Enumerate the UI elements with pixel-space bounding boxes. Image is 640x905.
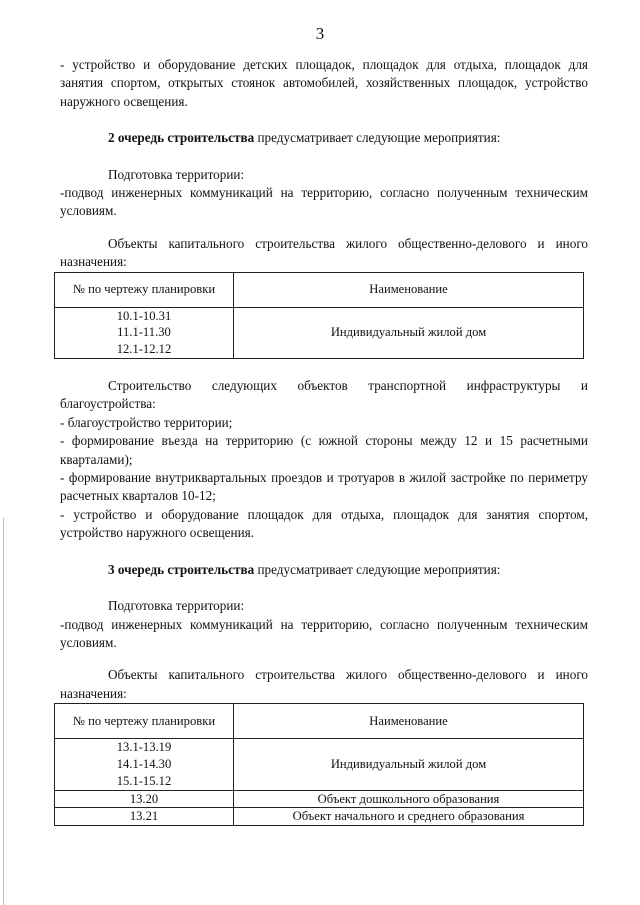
plan-number: 15.1-15.12	[116, 773, 172, 788]
transport-list-item: - благоустройство территории;	[60, 414, 233, 430]
table-cell-numbers	[55, 739, 234, 790]
table-row	[55, 739, 584, 790]
stage3-objects-table	[54, 703, 584, 826]
stage3-heading-bold: 3 очередь строительства	[108, 561, 255, 577]
plan-number: 11.1-11.30	[117, 325, 171, 340]
table-header-row	[55, 704, 584, 739]
table-header-name: Наименование	[234, 704, 584, 739]
stage3-prep-item: -подвод инженерных коммуникаций на территорию, согласно полученным техническим условиям.	[60, 616, 588, 650]
stage2-heading-rest: предусматривает следующие мероприятия:	[254, 130, 501, 146]
stage2-prep-item: -подвод инженерных коммуникаций на территорию, согласно полученным техническим условиям.	[60, 185, 588, 219]
stage2-transport-title: Строительство следующих объектов транспортной инфраструктуры и благоустройства:	[60, 378, 588, 412]
table-cell-numbers	[55, 307, 234, 358]
stage2-objects-table	[54, 272, 584, 359]
plan-number: 14.1-14.30	[116, 756, 172, 771]
table-cell-numbers: 13.21	[55, 808, 234, 826]
table-cell-numbers: 13.20	[55, 790, 234, 808]
transport-list-item: - формирование внутриквартальных проездов и тротуаров в жилой застройке по периметру расчетных кварталов 10-12;	[60, 470, 588, 504]
table-header-number: № по чертежу планировки	[55, 272, 234, 307]
stage2-heading	[60, 129, 588, 147]
stage2-objects-title: Объекты капитального строительства жилого общественно-делового и иного назначения:	[60, 235, 588, 270]
table-cell-name: Объект начального и среднего образования	[234, 808, 584, 826]
stage2-prep-title: Подготовка территории:	[108, 166, 245, 182]
plan-number: 12.1-12.12	[116, 342, 172, 357]
transport-list-item: - устройство и оборудование площадок для отдыха, площадок для занятия спортом, устройство наружного освещения.	[60, 506, 588, 541]
document-body	[60, 56, 588, 826]
plan-number: 13.1-13.19	[116, 740, 172, 755]
stage3-heading-rest: предусматривает следующие мероприятия:	[254, 561, 501, 577]
intro-list-item: - устройство и оборудование детских площадок, площадок для отдыха, площадок для занятия спортом, открытых стоянок автомобилей, хозяйственных площадок, устройство наружного освещения.	[60, 57, 588, 109]
transport-list-item: - формирование въезда на территорию (с южной стороны между 12 и 15 расчетными кварталами);	[60, 433, 588, 467]
stage3-objects-title: Объекты капитального строительства жилого общественно-делового и иного назначения:	[60, 667, 588, 701]
stage3-prep-title: Подготовка территории:	[108, 598, 245, 614]
scan-edge-line	[3, 518, 4, 905]
table-row	[55, 790, 584, 808]
page-number: 3	[315, 24, 325, 43]
table-row	[55, 307, 584, 358]
table-cell-name: Индивидуальный жилой дом	[234, 307, 584, 358]
stage3-heading	[60, 561, 588, 579]
table-header-row	[55, 272, 584, 307]
plan-number: 10.1-10.31	[116, 308, 172, 323]
table-header-name: Наименование	[234, 272, 584, 307]
table-cell-name: Индивидуальный жилой дом	[234, 739, 584, 790]
table-cell-name: Объект дошкольного образования	[234, 790, 584, 808]
table-row	[55, 808, 584, 826]
stage2-heading-bold: 2 очередь строительства	[108, 130, 255, 146]
table-header-number: № по чертежу планировки	[55, 704, 234, 739]
